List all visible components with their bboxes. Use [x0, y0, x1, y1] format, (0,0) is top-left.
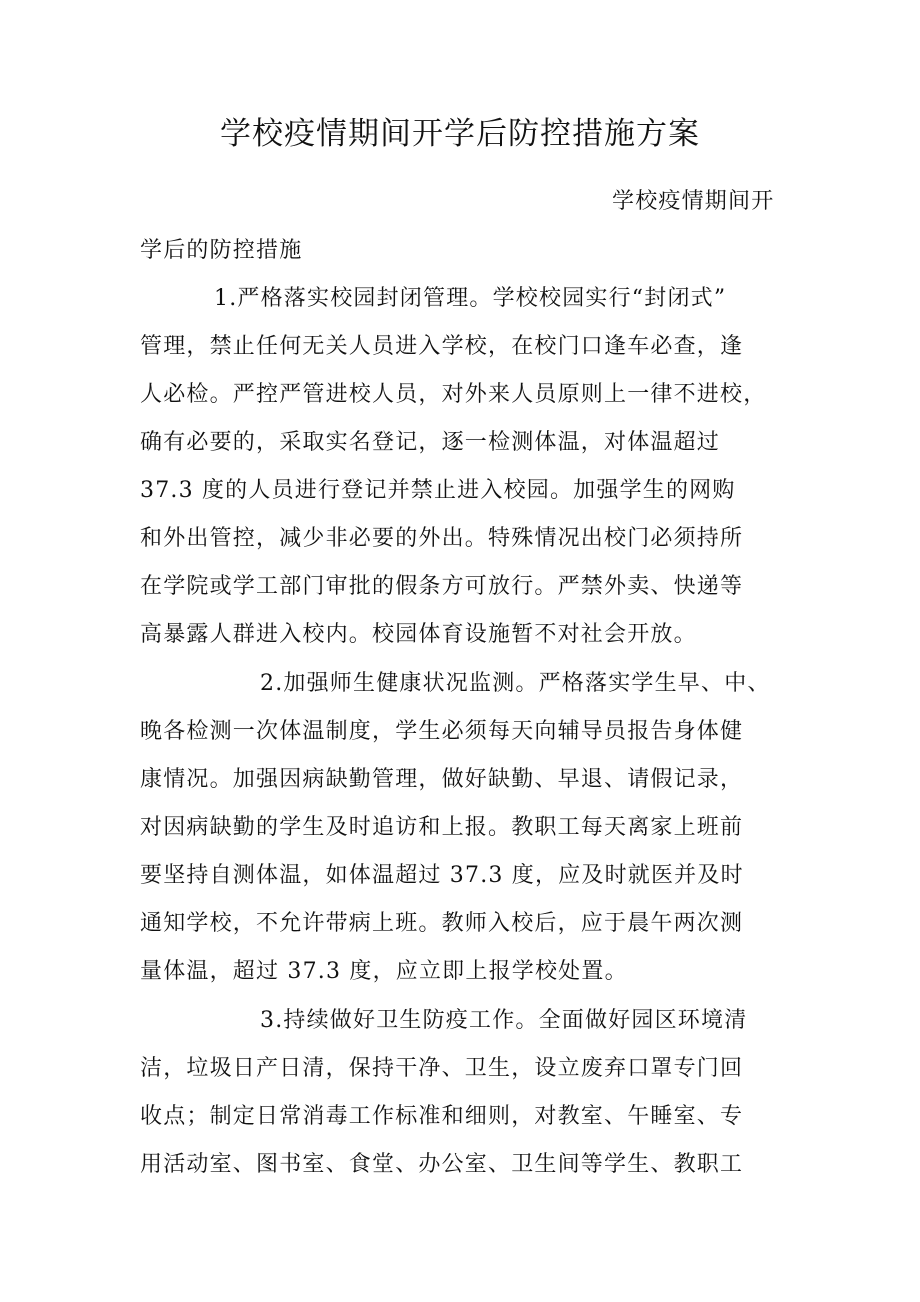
- paragraph-1-line-6: 和外出管控，减少非必要的外出。特殊情况出校门必须持所: [140, 526, 744, 551]
- paragraph-2-line-7: 量体温，超过 37.3 度，应立即上报学校处置。: [140, 959, 628, 984]
- paragraph-3-line-2: 洁，垃圾日产日清，保持干净、卫生，设立废弃口罩专门回: [140, 1056, 744, 1081]
- paragraph-1-line-8: 高暴露人群进入校内。校园体育设施暂不对社会开放。: [140, 622, 697, 647]
- paragraph-1-line-3: 人必检。严控严管进校人员，对外来人员原则上一律不进校，: [140, 382, 767, 407]
- paragraph-1-line-1: 1.严格落实校园封闭管理。学校校园实行“封闭式”: [214, 286, 727, 311]
- paragraph-2-line-4: 对因病缺勤的学生及时追访和上报。教职工每天离家上班前: [140, 815, 744, 840]
- paragraph-2-line-5: 要坚持自测体温，如体温超过 37.3 度，应及时就医并及时: [140, 863, 744, 888]
- paragraph-1-line-5: 37.3 度的人员进行登记并禁止进入校园。加强学生的网购: [140, 478, 736, 503]
- paragraph-1-line-7: 在学院或学工部门审批的假条方可放行。严禁外卖、快递等: [140, 574, 744, 599]
- paragraph-3-line-3: 收点；制定日常消毒工作标准和细则，对教室、午睡室、专: [140, 1104, 744, 1129]
- paragraph-1-line-4: 确有必要的，采取实名登记，逐一检测体温，对体温超过: [140, 430, 721, 455]
- document-title: 学校疫情期间开学后防控措施方案: [220, 116, 700, 152]
- paragraph-3-line-4: 用活动室、图书室、食堂、办公室、卫生间等学生、教职工: [140, 1152, 744, 1177]
- paragraph-2-line-6: 通知学校，不允许带病上班。教师入校后，应于晨午两次测: [140, 911, 744, 936]
- paragraph-2-line-2: 晚各检测一次体温制度，学生必须每天向辅导员报告身体健: [140, 719, 744, 744]
- paragraph-2-line-3: 康情况。加强因病缺勤管理，做好缺勤、早退、请假记录，: [140, 767, 744, 792]
- paragraph-2-line-1: 2.加强师生健康状况监测。严格落实学生早、中、: [260, 671, 771, 696]
- subtitle-line-1: 学校疫情期间开: [612, 189, 775, 214]
- paragraph-1-line-2: 管理，禁止任何无关人员进入学校，在校门口逢车必查，逢: [140, 334, 744, 359]
- subtitle-line-2: 学后的防控措施: [140, 238, 303, 263]
- paragraph-3-line-1: 3.持续做好卫生防疫工作。全面做好园区环境清: [260, 1008, 748, 1033]
